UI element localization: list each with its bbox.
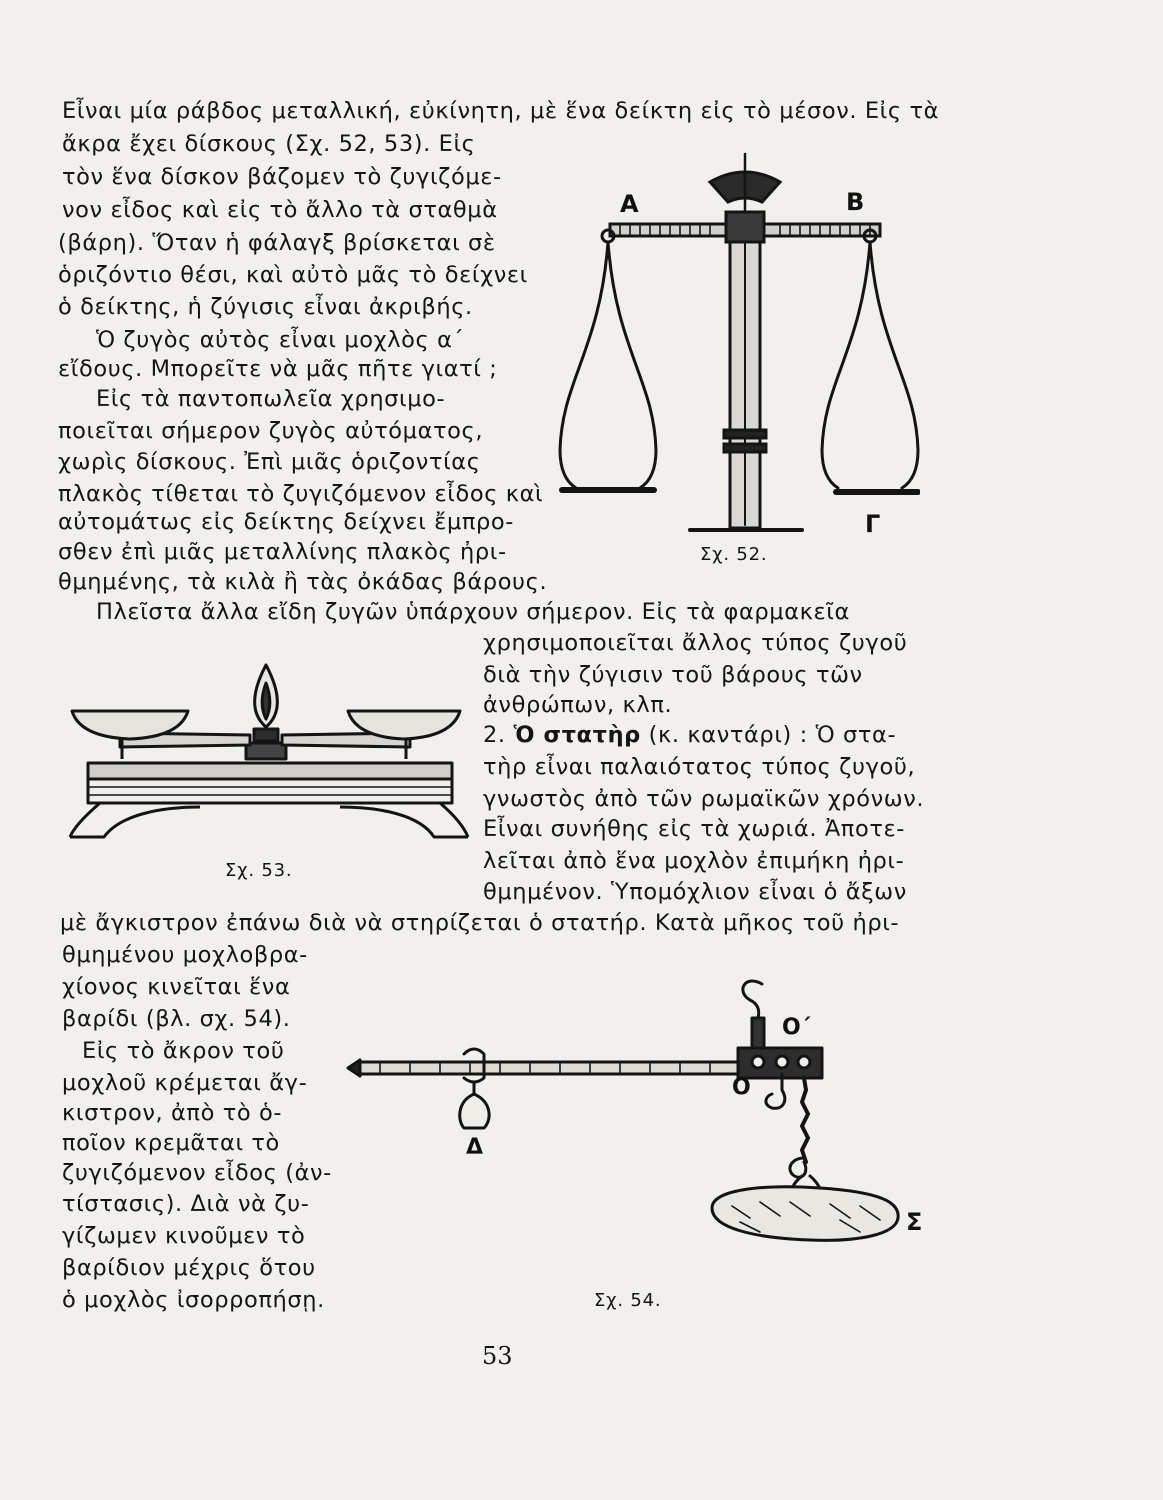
text-line: χρησιμοποιεῖται ἄλλος τύπος ζυγοῦ: [483, 630, 908, 656]
figure-54-caption: Σχ. 54.: [594, 1290, 662, 1311]
text-line: κιστρον, ἀπὸ τὸ ὁ-: [62, 1100, 283, 1126]
figure-52-balance-scale: [540, 140, 920, 550]
text-line: βαρίδιον μέχρις ὅτου: [62, 1255, 316, 1281]
text-line: εἴδους. Μπορεῖτε νὰ μᾶς πῆτε γιατί ;: [58, 356, 498, 382]
text-line: ὁριζόντιο θέσι, καὶ αὐτὸ μᾶς τὸ δείχνει: [58, 262, 528, 288]
figure-53-pharmacy-scale: [60, 655, 470, 845]
text-line: αὐτομάτως εἰς δείκτης δείχνει ἔμπρο-: [58, 509, 514, 535]
text-line: ὁ μοχλὸς ἰσορροπήσῃ.: [62, 1287, 325, 1313]
section-number: 2.: [483, 722, 506, 748]
figure-54-steelyard: [340, 970, 940, 1250]
text-line: πλακὸς τίθεται τὸ ζυγιζόμενον εἶδος καὶ: [58, 481, 544, 507]
text-line: Εἶναι μία ράβδος μεταλλική, εὐκίνητη, μὲ ἕνα δείκτη εἰς τὸ μέσον. Εἰς τὰ: [62, 98, 940, 124]
text-line: ζυγιζόμενον εἶδος (ἀν-: [62, 1160, 332, 1186]
label-omicron-prime: Ο΄: [782, 1015, 811, 1040]
text-line: Ὁ ζυγὸς αὐτὸς εἶναι μοχλὸς α΄: [96, 327, 465, 353]
label-omicron: Ο: [732, 1075, 751, 1100]
text-line: θμημένον. Ὑπομόχλιον εἶναι ὁ ἄξων: [483, 879, 907, 905]
text-line: ὁ δείκτης, ἡ ζύγισις εἶναι ἀκριβής.: [58, 294, 473, 320]
text-line: Εἰς τὸ ἄκρον τοῦ: [82, 1038, 285, 1064]
text-line: ἄκρα ἔχει δίσκους (Σχ. 52, 53). Εἰς: [62, 131, 476, 157]
text-line: σθεν ἐπὶ μιᾶς μεταλλίνης πλακὸς ἠρι-: [58, 539, 507, 565]
text-line: τὸν ἕνα δίσκον βάζομεν τὸ ζυγιζόμε-: [62, 164, 502, 190]
text-line: ἀνθρώπων, κλπ.: [483, 692, 673, 718]
label-alpha: Α: [620, 190, 639, 218]
text-line: τίστασις). Διὰ νὰ ζυ-: [62, 1191, 310, 1217]
text-line: Εἶναι συνήθης εἰς τὰ χωριά. Ἀποτε-: [483, 816, 905, 842]
text-line: (βάρη). Ὅταν ἡ φάλαγξ βρίσκεται σὲ: [58, 230, 496, 256]
text-line: διὰ τὴν ζύγισιν τοῦ βάρους τῶν: [483, 662, 863, 688]
figure-53-caption: Σχ. 53.: [225, 860, 293, 881]
text-line: χωρὶς δίσκους. Ἐπὶ μιᾶς ὁριζοντίας: [58, 449, 481, 475]
label-beta: Β: [846, 188, 865, 216]
text-line: μοχλοῦ κρέμεται ἄγ-: [62, 1070, 308, 1096]
text-line: ποῖον κρεμᾶται τὸ: [62, 1130, 280, 1156]
section-heading-line: [483, 720, 896, 750]
text-line: θμημένης, τὰ κιλὰ ἢ τὰς ὀκάδας βάρους.: [58, 569, 548, 595]
text-line: χίονος κινεῖται ἕνα: [62, 974, 291, 1000]
text-line: βαρίδι (βλ. σχ. 54).: [62, 1006, 291, 1032]
label-delta: Δ: [466, 1135, 484, 1160]
text-line: ποιεῖται σήμερον ζυγὸς αὐτόματος,: [58, 418, 484, 444]
text-line: θμημένου μοχλοβρα-: [62, 942, 308, 968]
section-line-rest: (κ. καντάρι) : Ὁ στα-: [648, 722, 897, 748]
text-line: μὲ ἄγκιστρον ἐπάνω διὰ νὰ στηρίζεται ὁ στατήρ. Κατὰ μῆκος τοῦ ἠρι-: [60, 910, 900, 936]
text-line: λεῖται ἀπὸ ἕνα μοχλὸν ἐπιμήκη ἠρι-: [483, 848, 905, 874]
label-gamma: Γ: [865, 510, 881, 538]
text-line: Εἰς τὰ παντοπωλεῖα χρησιμο-: [96, 386, 446, 412]
text-line: νον εἶδος καὶ εἰς τὸ ἄλλο τὰ σταθμὰ: [62, 197, 498, 223]
text-line: Πλεῖστα ἄλλα εἴδη ζυγῶν ὑπάρχουν σήμερον. Εἰς τὰ φαρμακεῖα: [96, 599, 850, 625]
text-line: γίζωμεν κινοῦμεν τὸ: [62, 1223, 306, 1249]
label-sigma: Σ: [906, 1208, 923, 1236]
page-number: 53: [482, 1342, 513, 1370]
text-line: τὴρ εἶναι παλαιότατος τύπος ζυγοῦ,: [483, 754, 916, 780]
figure-52-caption: Σχ. 52.: [700, 544, 768, 565]
text-line: γνωστὸς ἀπὸ τῶν ρωμαϊκῶν χρόνων.: [483, 786, 925, 812]
section-term: Ὁ στατὴρ: [513, 722, 641, 748]
